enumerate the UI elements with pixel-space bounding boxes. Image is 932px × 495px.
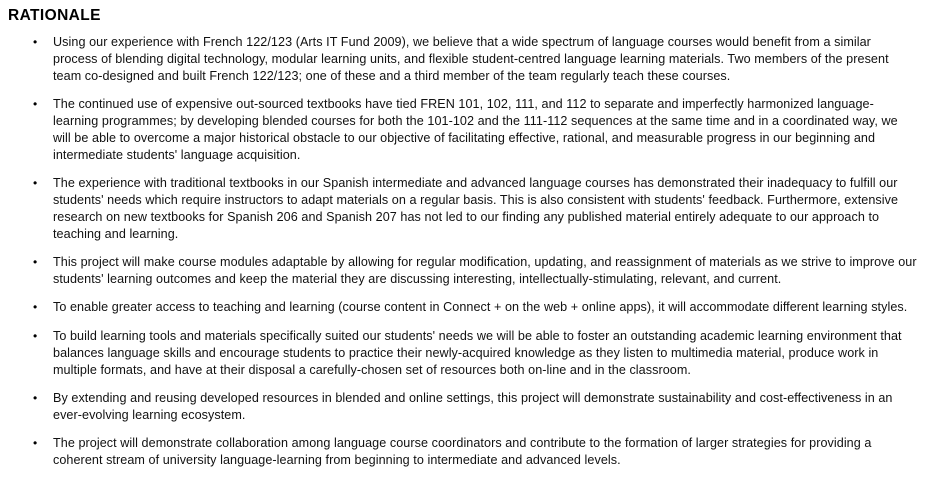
list-item-text: Using our experience with French 122/123 (Arts IT Fund 2009), we believe that a wide spectrum of language courses would benefit from a similar process of blending digital technology, modular learning units, and flexible student-centred language learning materials. Two members of the present team co-designed and built French 122/123; one of these and a third member of the team regularly teach these courses. xyxy=(53,35,889,83)
list-item xyxy=(0,34,932,85)
list-item xyxy=(0,254,932,288)
list-item-text: The project will demonstrate collaboration among language course coordinators and contribute to the formation of larger strategies for providing a coherent stream of university language-learning from beginning to intermediate and advanced levels. xyxy=(53,436,872,467)
bullet-marker-icon: • xyxy=(33,436,38,451)
bullet-marker-icon: • xyxy=(33,255,38,270)
list-item xyxy=(0,299,932,316)
bullet-marker-icon: • xyxy=(33,300,38,315)
list-item-text: By extending and reusing developed resources in blended and online settings, this project will demonstrate sustainability and cost-effectiveness in an ever-evolving learning ecosystem. xyxy=(53,390,893,422)
rationale-bullet-list xyxy=(0,34,932,480)
list-item-text: The experience with traditional textbooks in our Spanish intermediate and advanced language courses has demonstrated their inadequacy to fulfill our students' needs which require instructors to adapt materials on a regular basis. This is also consistent with students' feedback. Furthermore, extensive research on new textbooks for Spanish 206 and Spanish 207 has not led to our finding any published material entirely adequate to our approach to teaching and learning. xyxy=(53,176,899,241)
list-item xyxy=(0,328,932,379)
bullet-marker-icon: • xyxy=(33,97,38,112)
bullet-marker-icon: • xyxy=(33,390,38,405)
list-item-text: This project will make course modules adaptable by allowing for regular modification, updating, and reassignment of materials as we strive to improve our students' learning outcomes and keep the material they are discussing interesting, intellectually-stimulating, relevant, and current. xyxy=(53,255,917,286)
list-item xyxy=(0,96,932,164)
list-item-text: To enable greater access to teaching and learning (course content in Connect + on the web + online apps), it will accommodate different learning styles. xyxy=(53,300,908,315)
list-item-text: To build learning tools and materials specifically suited our students' needs we will be able to foster an outstanding academic learning environment that balances language skills and encourage students to practice their newly-acquired knowledge as they listen to multimedia material, produce work in multiple formats, and have at their disposal a carefully-chosen set of resources both on-line and in the classroom. xyxy=(53,328,902,377)
list-item xyxy=(0,175,932,243)
list-item xyxy=(0,435,932,469)
bullet-marker-icon: • xyxy=(33,35,38,49)
page-title: RATIONALE xyxy=(8,7,101,24)
list-item xyxy=(0,390,932,424)
bullet-marker-icon: • xyxy=(33,176,38,191)
list-item-text: The continued use of expensive out-sourced textbooks have tied FREN 101, 102, 111, and 112 to separate and imperfectly harmonized language-learning programmes; by developing blended courses for both the 101-102 and the 111-112 sequences at the same time and in a coordinated way, we will be able to overcome a major historical obstacle to our objective of facilitating effective, rational, and measurable progress in our beginning and intermediate students' language acquisition. xyxy=(53,97,898,162)
bullet-marker-icon: • xyxy=(33,328,38,343)
